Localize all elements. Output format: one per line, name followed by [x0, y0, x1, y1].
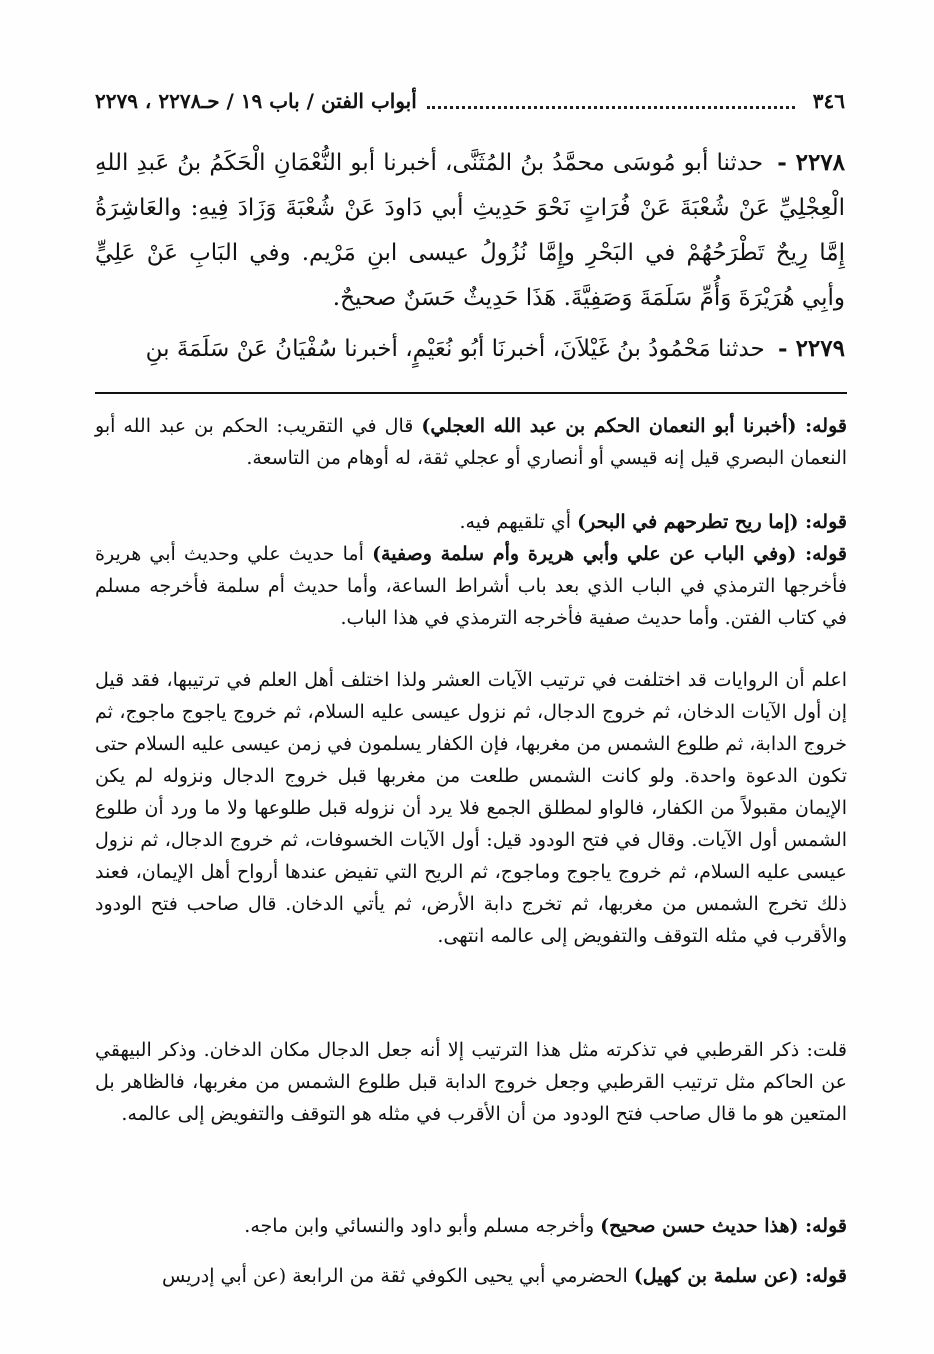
header-dot-leader: [427, 106, 795, 109]
commentary-lead: قوله: (إما ريح تطرحهم في البحر): [577, 511, 847, 533]
commentary-text: أي تلقيهم فيه.: [459, 511, 578, 533]
commentary-text: قلت: ذكر القرطبي في تذكرته مثل هذا الترتيب إلا أنه جعل الدجال مكان الدخان. وذكر البيهقي عن الحاكم مثل ترتيب القرطبي وجعل خروج الدابة قبل طلوع الشمس من مغربها، فالظاهر بل المتعين هو ما قال صاحب فتح الودود من أن الأقرب في مثله هو التوقف والتفويض إلى عالمه.: [95, 1039, 847, 1125]
commentary-paragraph: [95, 664, 847, 952]
footnote-divider: [95, 392, 847, 394]
hadith-number: ٢٢٧٨ -: [777, 149, 846, 176]
commentary-lead: قوله: (أخبرنا أبو النعمان الحكم بن عبد الله العجلي): [421, 415, 847, 437]
commentary-text: الحضرمي أبي يحيى الكوفي ثقة من الرابعة (عن أبي إدريس: [162, 1265, 634, 1287]
hadith-number: ٢٢٧٩ -: [778, 335, 845, 362]
running-header: [95, 84, 845, 118]
commentary-paragraph: [95, 1034, 847, 1130]
hadith-2279: [95, 326, 845, 372]
commentary-text: اعلم أن الروايات قد اختلفت في ترتيب الآيات العشر ولذا اختلف أهل العلم في ترتيبها، فقد قيل إن أول الآيات الدخان، ثم خروج الدجال، ثم نزول عيسى عليه السلام، ثم خروج ياجوج ماجوج، ثم خروج الدابة، ثم طلوع الشمس من مغربها، فإن الكفار يسلمون في زمن عيسى عليه السلام حتى تكون الدعوة واحدة. ولو كانت الشمس طلعت من مغربها قبل خروج الدجال ونزوله لم يكن الإيمان مقبولاً من الكفار، فالواو لمطلق الجمع فلا يرد أن نزوله قبل طلوعها ولا ما ورد أن طلوع الشمس أول الآيات. وقال في فتح الودود قيل: أول الآيات الخسوفات، ثم خروج الدجال، ثم نزول عيسى عليه السلام، ثم خروج ياجوج وماجوج، ثم الريح التي تفيض عندها أرواح أهل الإيمان، فعند ذلك تخرج الشمس من مغربها، ثم تخرج دابة الأرض، ثم يأتي الدخان. قال صاحب فتح الودود والأقرب في مثله التوقف والتفويض إلى عالمه انتهى.: [95, 669, 847, 947]
running-title: أبواب الفتن / باب ١٩ / حـ٢٢٧٨ ، ٢٢٧٩: [95, 89, 417, 113]
hadith-text: حدثنا أبو مُوسَى محمَّدُ بنُ المُثَنَّى، أخبرنا أبو النُّعْمَانِ الْحَكَمُ بنُ عَبدِ اللهِ الْعِجْلِيِّ عَنْ شُعْبَةَ عَنْ فُرَاتٍ نَحْوَ حَدِيثِ أبي دَاودَ عَنْ شُعْبَةَ وَزَادَ فِيهِ: والعَاشِرَةُ إِمَّا رِيحٌ تَطْرَحُهُمْ في البَحْرِ وإِمَّا نُزُولُ عيسى ابنِ مَرْيم. وفي البَابِ عَنْ عَلِيٍّ وأبِي هُرَيْرَةَ وَأُمِّ سَلَمَةَ وَصَفِيَّةَ. هَذَا حَدِيثٌ حَسَنٌ صحيحٌ.: [95, 150, 845, 311]
commentary-paragraph: [95, 410, 847, 474]
commentary-lead: قوله: (هذا حديث حسن صحيح): [600, 1215, 847, 1237]
commentary-paragraph: [95, 538, 847, 634]
hadith-2278: [95, 140, 845, 321]
hadith-text: حدثنا مَحْمُودُ بنُ غَيْلاَنَ، أخبرنَا أبُو نُعَيْمٍ، أخبرنا سُفْيَانُ عَنْ سَلَمَةَ بنِ: [145, 336, 765, 362]
commentary-text: أما حديث علي وحديث أبي هريرة فأخرجها الترمذي في الباب الذي بعد باب أشراط الساعة، وأما حديث أم سلمة فأخرجه مسلم في كتاب الفتن. وأما حديث صفية فأخرجه الترمذي في هذا الباب.: [95, 543, 847, 629]
commentary-text: وأخرجه مسلم وأبو داود والنسائي وابن ماجه.: [244, 1215, 601, 1237]
commentary-paragraph: [95, 506, 847, 538]
commentary-text: قال في التقريب: الحكم بن عبد الله أبو النعمان البصري قيل إنه قيسي أو أنصاري أو عجلي ثقة، له أوهام من التاسعة.: [95, 415, 847, 469]
commentary-lead: قوله: (عن سلمة بن كهيل): [633, 1265, 847, 1287]
commentary-paragraph: [95, 1260, 847, 1292]
commentary-paragraph: [95, 1210, 847, 1242]
page-number: ٣٤٦: [812, 89, 845, 113]
commentary-lead: قوله: (وفي الباب عن علي وأبي هريرة وأم سلمة وصفية): [372, 543, 847, 565]
